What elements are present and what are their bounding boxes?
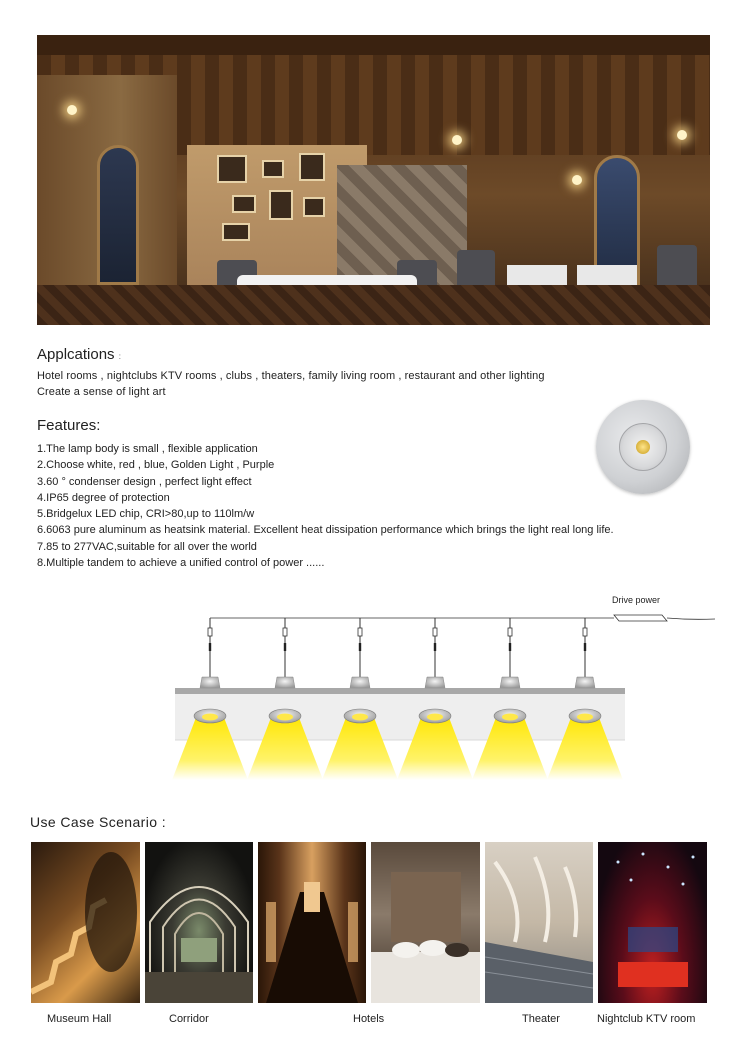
use-case-label-theater: Theater (522, 1013, 560, 1025)
star-light (682, 883, 685, 886)
hallway-svg (258, 842, 366, 1003)
applications-title-colon: : (118, 352, 121, 361)
wire-connector (433, 628, 437, 636)
hotel-headboard (391, 872, 461, 942)
feature-item: 2.Choose white, red , blue, Golden Light , Purple (37, 459, 275, 472)
feature-item: 5.Bridgelux LED chip, CRI>80,up to 110lm/w (37, 508, 255, 521)
hotel-bed (371, 952, 480, 1003)
drive-power-label: Drive power (612, 595, 661, 605)
pillow (445, 943, 469, 957)
downlight-body (350, 677, 370, 688)
downlight-lens (277, 714, 293, 721)
nightclub-screen (628, 927, 678, 952)
stair-column (85, 852, 137, 972)
feature-item: 8.Multiple tandem to achieve a unified control of power ...... (37, 557, 325, 570)
nightclub-photo (598, 842, 707, 1003)
applications-line: Hotel rooms , nightclubs KTV rooms , clubs , theaters, family living room , restaurant and other lighting (37, 370, 545, 382)
round-led-downlight-icon (596, 400, 690, 494)
use-case-label-nightclub: Nightclub KTV room (597, 1013, 696, 1025)
ceiling-panel (175, 694, 625, 740)
hero-frame (303, 197, 325, 217)
star-light (667, 866, 670, 869)
wire-connector (208, 628, 212, 636)
feature-item: 6.6063 pure aluminum as heatsink material. Excellent heat dissipation performance which brings the light real long life. (37, 524, 614, 537)
wire-joint (209, 643, 211, 651)
hero-wall-lamp (67, 105, 77, 115)
wire-joint (284, 643, 286, 651)
downlight-body (425, 677, 445, 688)
corridor-floor (145, 972, 253, 1003)
hero-frame (299, 153, 325, 181)
downlight-lens (427, 714, 443, 721)
hero-frame (222, 223, 250, 241)
downlight-lens (502, 714, 518, 721)
feature-item: 3.60 ° condenser design , perfect light effect (37, 475, 252, 488)
wiring-diagram (170, 595, 715, 790)
wire-connector (583, 628, 587, 636)
wire-joint (509, 643, 511, 651)
wire-joint (434, 643, 436, 651)
downlight-body (575, 677, 595, 688)
hotels-photo (371, 842, 480, 1003)
downlight-lens (202, 714, 218, 721)
features-list (37, 441, 614, 571)
wire-joint (359, 643, 361, 651)
museum-hall-photo (31, 842, 140, 1003)
applications-text (37, 368, 545, 401)
wire-connector (508, 628, 512, 636)
led-chip-icon (636, 440, 650, 454)
wiring-diagram-svg (170, 595, 715, 790)
downlight-lens (577, 714, 593, 721)
wire-connector (283, 628, 287, 636)
corridor-painting (181, 938, 217, 962)
hero-frame (232, 195, 256, 213)
hero-wall-lamp (572, 175, 582, 185)
hero-restaurant-photo (37, 35, 710, 325)
star-light (642, 853, 645, 856)
downlight-lens (352, 714, 368, 721)
star-light (692, 856, 695, 859)
use-case-label-corridor: Corridor (169, 1013, 209, 1025)
hero-ceiling-lamp (452, 135, 462, 145)
feature-item: 4.IP65 degree of protection (37, 491, 170, 504)
star-light (630, 879, 633, 882)
feature-item: 7.85 to 277VAC,suitable for all over the world (37, 540, 257, 553)
corridor-photo (145, 842, 253, 1003)
hero-wall-lamp (677, 130, 687, 140)
use-case-title: Use Case Scenario : (30, 814, 166, 830)
hero-frame (269, 190, 293, 220)
pillow (392, 942, 420, 958)
theater-seating (485, 942, 593, 1003)
wire-connector (358, 628, 362, 636)
downlight-body (500, 677, 520, 688)
drive-power-box (614, 615, 667, 621)
nightclub-svg (598, 842, 707, 1003)
use-case-label-museum-hall: Museum Hall (47, 1013, 112, 1025)
ceiling-slab (175, 688, 625, 694)
downlight-lens (619, 423, 667, 471)
hero-left-window (97, 145, 139, 285)
feature-item: 1.The lamp body is small , flexible application (37, 443, 258, 455)
hallway-end-light (304, 882, 320, 912)
hallway-photo (258, 842, 366, 1003)
hotel-room-svg (371, 842, 480, 1003)
applications-line: Create a sense of light art (37, 386, 166, 399)
hero-beam (37, 35, 710, 55)
theater-wall-pattern (495, 857, 576, 942)
downlight-body (200, 677, 220, 688)
museum-hall-stairs-svg (31, 842, 140, 1003)
hero-frame (217, 155, 247, 183)
star-light (617, 861, 620, 864)
applications-title: Applcations : (37, 346, 121, 363)
hero-floor (37, 285, 710, 325)
theater-svg (485, 842, 593, 1003)
hero-frame (262, 160, 284, 178)
wire-joint (584, 643, 586, 651)
corridor-arches-svg (145, 842, 253, 1003)
theater-photo (485, 842, 593, 1003)
features-title: Features: (37, 417, 101, 434)
hallway-wall-light (348, 902, 358, 962)
hallway-wall-light (266, 902, 276, 962)
nightclub-sofa (618, 962, 688, 987)
downlight-body (275, 677, 295, 688)
mains-cable (667, 618, 715, 619)
pillow (419, 940, 447, 956)
use-case-label-hotels: Hotels (353, 1013, 385, 1025)
